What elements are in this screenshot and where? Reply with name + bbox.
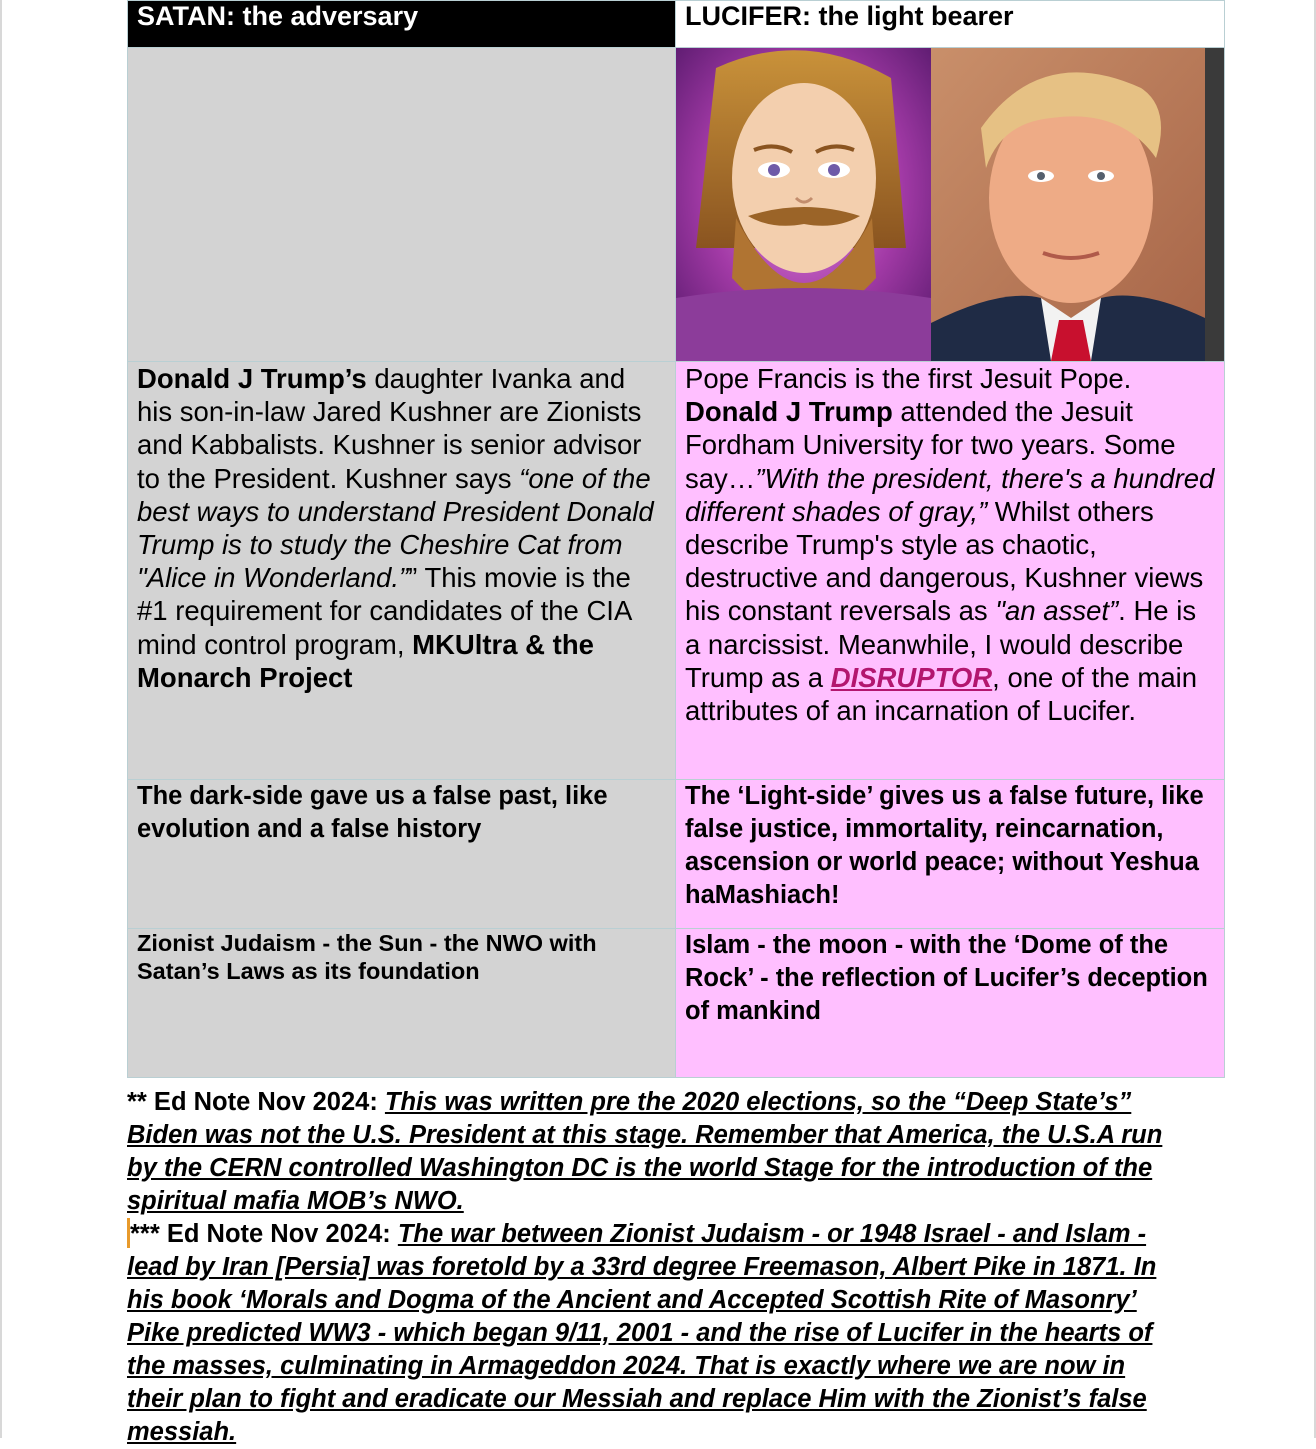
quote-row	[128, 362, 1225, 780]
note-label: *** Ed Note Nov 2024:	[130, 1220, 398, 1248]
note-text: This was written pre the 2020 elections, so the “Deep State’s” Biden was not the U.S. President at this stage. Remember that America, the U.S.A run by the CERN controlled Washington DC is the world Stage for the introduction of the spiritual mafia MOB’s NWO.	[127, 1088, 1163, 1215]
ed-note-1	[127, 1086, 1186, 1218]
islam-cell: Islam - the moon - with the ‘Dome of the Rock’ - the reflection of Lucifer’s deception of mankind	[676, 929, 1225, 1078]
religion-row	[128, 929, 1225, 1078]
man-photo-image	[931, 48, 1205, 361]
light-side-cell: The ‘Light-side’ gives us a false future, like false justice, immortality, reincarnation, ascension or world peace; without Yeshua haMashiach!	[676, 780, 1225, 929]
editor-notes	[127, 1078, 1186, 1449]
gray-quote: ”With the president, there's a hundred different shades of gray,”	[685, 462, 1215, 527]
empty-image-cell	[128, 48, 676, 362]
text-span: This movie is the #1 requirement for candidates of the CIA mind control program,	[137, 562, 631, 660]
text-span: , one of the main attributes of an incarnation of Lucifer.	[685, 661, 1198, 727]
ed-note-2	[127, 1218, 1186, 1449]
text-span: daughter Ivanka and his son-in-law Jared Kushner are Zionists and Kabbalists. Kushner is senior advisor to the President. Kushner says	[137, 363, 642, 494]
dark-side-cell: The dark-side gave us a false past, like evolution and a false history	[128, 780, 676, 929]
jesuit-cell	[676, 362, 1225, 780]
text-span: . He is a narcissist. Meanwhile, I would describe Trump as a	[685, 595, 1197, 693]
image-row	[128, 48, 1225, 362]
asset-quote: "an asset”	[995, 595, 1119, 627]
kushner-quote: “one of the best ways to understand President Donald Trump is to study the Cheshire Cat from "Alice in Wonderland.”	[137, 462, 654, 594]
trump-name: Donald J Trump’s	[137, 363, 367, 394]
kushner-cell	[128, 362, 676, 780]
table-header-row	[128, 1, 1225, 48]
text-span: attended the Jesuit Fordham University for two years. Some say…	[685, 396, 1176, 494]
side-row	[128, 780, 1225, 929]
text-span: Whilst others describe Trump's style as chaotic, destructive and dangerous, Kushner views his constant reversals as	[685, 495, 1204, 627]
note-text: The war between Zionist Judaism - or 1948 Israel - and Islam - lead by Iran [Persia] was foretold by a 33rd degree Freemason, Albert Pike in 1871. In his book ‘Morals and Dogma of the Ancient and Accepted Scottish Rite of Masonry’ Pike predicted WW3 - which began 9/11, 2001 - and the rise of Lucifer in the hearts of the masses, culminating in Armageddon 2024. That is exactly where we are now in their plan to fight and eradicate our Messiah and replace Him with the Zionist’s false messiah.	[127, 1220, 1157, 1446]
header-lucifer: LUCIFER: the light bearer	[676, 1, 1225, 48]
trump-name: Donald J Trump	[685, 396, 893, 428]
note-label: ** Ed Note Nov 2024:	[127, 1088, 385, 1116]
portrait-cell	[676, 48, 1225, 362]
text-span: Pope Francis is the first Jesuit Pope.	[685, 363, 1132, 394]
document-body	[127, 0, 1215, 1449]
painted-portrait-image	[676, 48, 931, 361]
header-satan: SATAN: the adversary	[128, 1, 676, 48]
page-left-edge	[0, 0, 2, 1438]
disruptor-link[interactable]: DISRUPTOR	[830, 661, 993, 693]
comparison-table	[127, 0, 1225, 1078]
zionist-cell: Zionist Judaism - the Sun - the NWO with Satan’s Laws as its foundation	[128, 929, 676, 1078]
mkultra-text: MKUltra & the Monarch Project	[137, 628, 594, 693]
quote-close: ”	[408, 562, 418, 594]
